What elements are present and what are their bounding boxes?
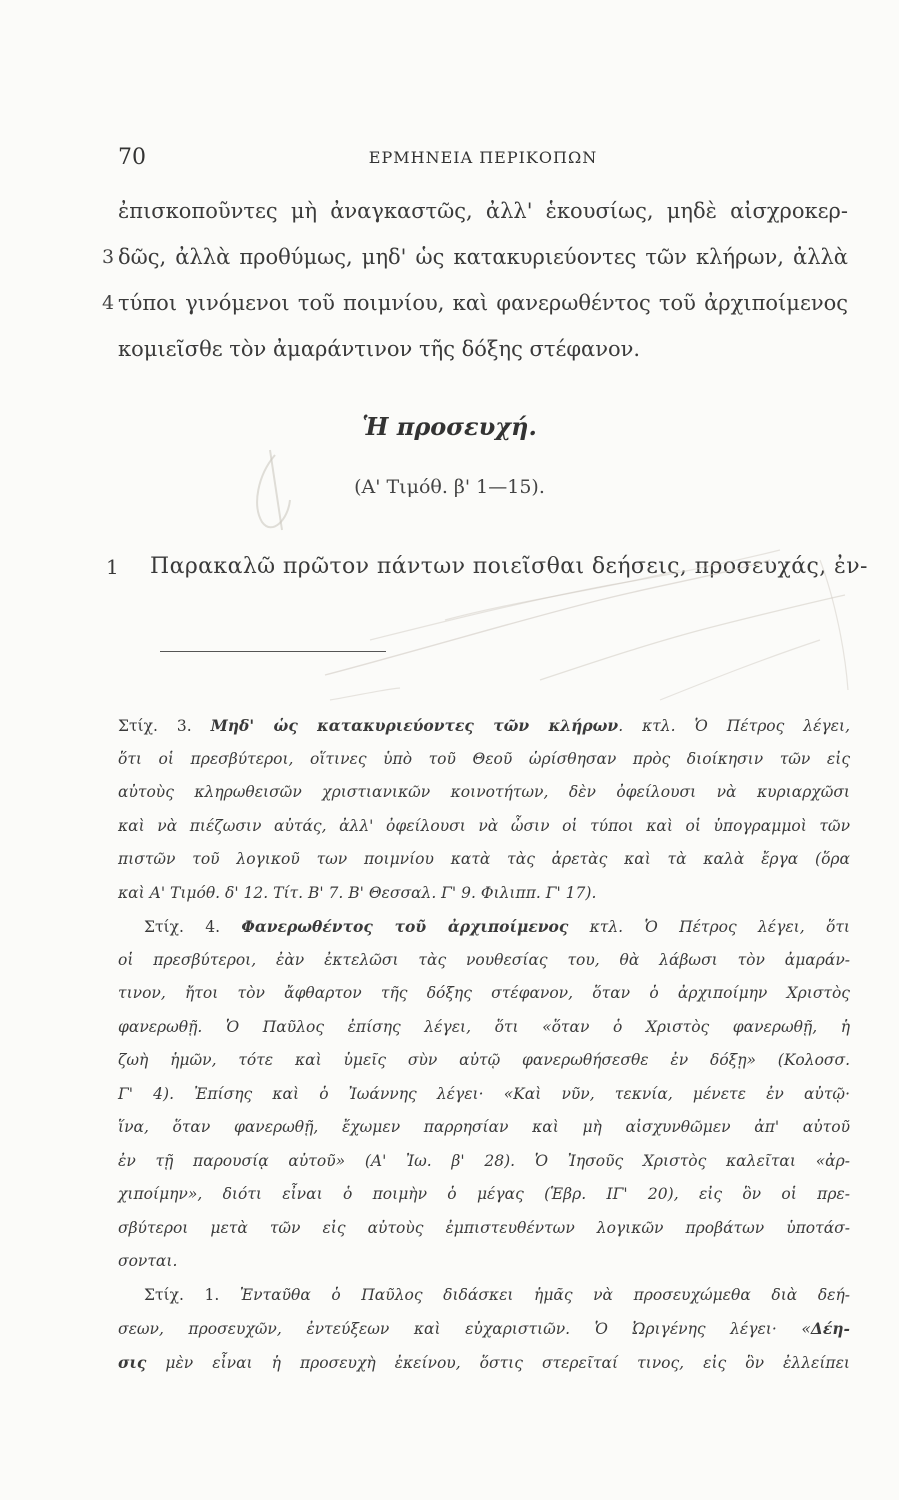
scripture-line-text: δῶς, ἀλλὰ προθύμως, μηδ' ὡς κατακυριεύοντες τῶν κλήρων, ἀλλὰ [118, 245, 848, 269]
scripture-line-text: τύποι γινόμενοι τοῦ ποιμνίου, καὶ φανερωθέντος τοῦ ἀρχιποίμενος [118, 291, 848, 315]
commentary-line [118, 1312, 850, 1346]
scripture-line [118, 188, 848, 234]
verse-number: 1 [106, 555, 119, 579]
scripture-line-text: ἐπισκοποῦντες μὴ ἀναγκαστῶς, ἀλλ' ἑκουσίως, μηδὲ αἰσχροκερ- [118, 199, 848, 223]
commentary-line: σονται. [118, 1252, 178, 1270]
section-title: Ἡ προσευχή. [362, 412, 537, 441]
commentary-lemma: Φανερωθέντος τοῦ ἀρχιποίμενος [241, 917, 569, 936]
pencil-stroke [540, 595, 845, 680]
scripture-verse [106, 547, 868, 587]
page-number: 70 [118, 145, 146, 170]
commentary-line: καὶ Α' Τιμόθ. δ' 12. Τίτ. Β' 7. Β' Θεσσαλ. Γ' 9. Φιλιππ. Γ' 17). [118, 883, 597, 902]
pencil-stroke [330, 688, 400, 700]
commentary-line [118, 1279, 850, 1313]
commentary-line: φανερωθῇ. Ὁ Παῦλος ἐπίσης λέγει, ὅτι «ὅταν ὁ Χριστὸς φανερωθῇ, ἡ [118, 1017, 850, 1036]
scripture-line-text: κομιεῖσθε τὸν ἀμαράντινον τῆς δόξης στέφανον. [118, 337, 641, 361]
section-reference: (Α' Τιμόθ. β' 1—15). [354, 476, 545, 498]
commentary-line: ὅτι οἱ πρεσβύτεροι, οἵτινες ὑπὸ τοῦ Θεοῦ ὡρίσθησαν πρὸς διοίκησιν τῶν εἰς [118, 749, 850, 768]
verse-label: Στίχ. 4. [144, 918, 242, 936]
commentary-line: πιστῶν τοῦ λογικοῦ των ποιμνίου κατὰ τὰς ἀρετὰς καὶ τὰ καλὰ ἔργα (ὅρα [118, 850, 850, 868]
commentary-line: ἵνα, ὅταν φανερωθῇ, ἔχωμεν παρρησίαν καὶ μὴ αἰσχυνθῶμεν ἀπ' αὐτοῦ [118, 1118, 850, 1136]
verse-label: Στίχ. 3. [118, 717, 211, 735]
running-title: ΕΡΜΗΝΕΙΑ ΠΕΡΙΚΟΠΩΝ [368, 148, 598, 167]
commentary-line-text: . κτλ. Ὁ Πέτρος λέγει, [618, 717, 850, 735]
pencil-stroke [660, 640, 820, 700]
scripture-line [102, 234, 848, 280]
commentary-line-text: κτλ. Ὁ Πέτρος λέγει, ὅτι [568, 918, 850, 936]
commentary-line-text: μὲν εἶναι ἡ προσευχὴ ἐκείνου, ὅστις στερεῖταί τινος, εἰς ὃν ἐλλείπει [146, 1353, 850, 1372]
verse-label: Στίχ. 1. [144, 1285, 240, 1304]
commentary-emphasis: Δέη- [810, 1319, 850, 1338]
commentary-line: καὶ νὰ πιέζωσιν αὐτάς, ἀλλ' ὀφείλουσι νὰ ὦσιν οἱ τύποι καὶ οἱ ὑπογραμμοὶ τῶν [118, 816, 850, 835]
commentary-line [118, 1346, 850, 1380]
scripture-line [102, 280, 848, 326]
commentary-line-text: σεων, προσευχῶν, ἐντεύξεων καὶ εὐχαριστιῶν. Ὁ Ὠριγένης λέγει· « [118, 1320, 811, 1338]
commentary-line: Γ' 4). Ἐπίσης καὶ ὁ Ἰωάννης λέγει· «Καὶ νῦν, τεκνία, μένετε ἐν αὐτῷ· [118, 1084, 850, 1103]
commentary-line: οἱ πρεσβύτεροι, ἐὰν ἐκτελῶσι τὰς νουθεσίας του, θὰ λάβωσι τὸν ἀμαράν- [118, 950, 850, 969]
commentary-notes [118, 709, 850, 1379]
page-header [118, 145, 848, 175]
scripture-line-text: Παρακαλῶ πρῶτον πάντων ποιεῖσθαι δεήσεις, προσευχάς, ἐν- [150, 554, 868, 579]
commentary-line: τινον, ἤτοι τὸν ἄφθαρτον τῆς δόξης στέφανον, ὅταν ὁ ἀρχιποίμην Χριστὸς [118, 984, 850, 1002]
footnote-divider [160, 651, 386, 652]
commentary-line: σβύτεροι μετὰ τῶν εἰς αὐτοὺς ἐμπιστευθέντων λογικῶν προβάτων ὑποτάσ- [118, 1218, 850, 1237]
commentary-line: ἐν τῇ παρουσίᾳ αὐτοῦ» (Α' Ἰω. β' 28). Ὁ Ἰησοῦς Χριστὸς καλεῖται «ἀρ- [118, 1151, 850, 1170]
verse-number: 3 [102, 246, 115, 268]
commentary-line: χιποίμην», διότι εἶναι ὁ ποιμὴν ὁ μέγας (Ἑβρ. ΙΓ' 20), εἰς ὃν οἱ πρε- [118, 1185, 850, 1203]
commentary-emphasis: σις [118, 1352, 147, 1372]
scripture-line [118, 326, 848, 372]
commentary-line: αὐτοὺς κληρωθεισῶν χριστιανικῶν κοινοτήτων, δὲν ὀφείλουσι νὰ κυριαρχῶσι [118, 783, 850, 801]
verse-number: 4 [102, 292, 115, 314]
commentary-line-text: Ἐνταῦθα ὁ Παῦλος διδάσκει ἡμᾶς νὰ προσευχώμεθα διὰ δεή- [239, 1285, 850, 1304]
commentary-line: ζωὴ ἡμῶν, τότε καὶ ὑμεῖς σὺν αὐτῷ φανερωθήσεσθε ἐν δόξῃ» (Κολοσσ. [118, 1051, 850, 1069]
commentary-lemma: Μηδ' ὡς κατακυριεύοντες τῶν κλήρων [210, 716, 619, 735]
commentary-line [118, 709, 850, 743]
commentary-line [118, 910, 850, 944]
scripture-text [102, 188, 848, 372]
